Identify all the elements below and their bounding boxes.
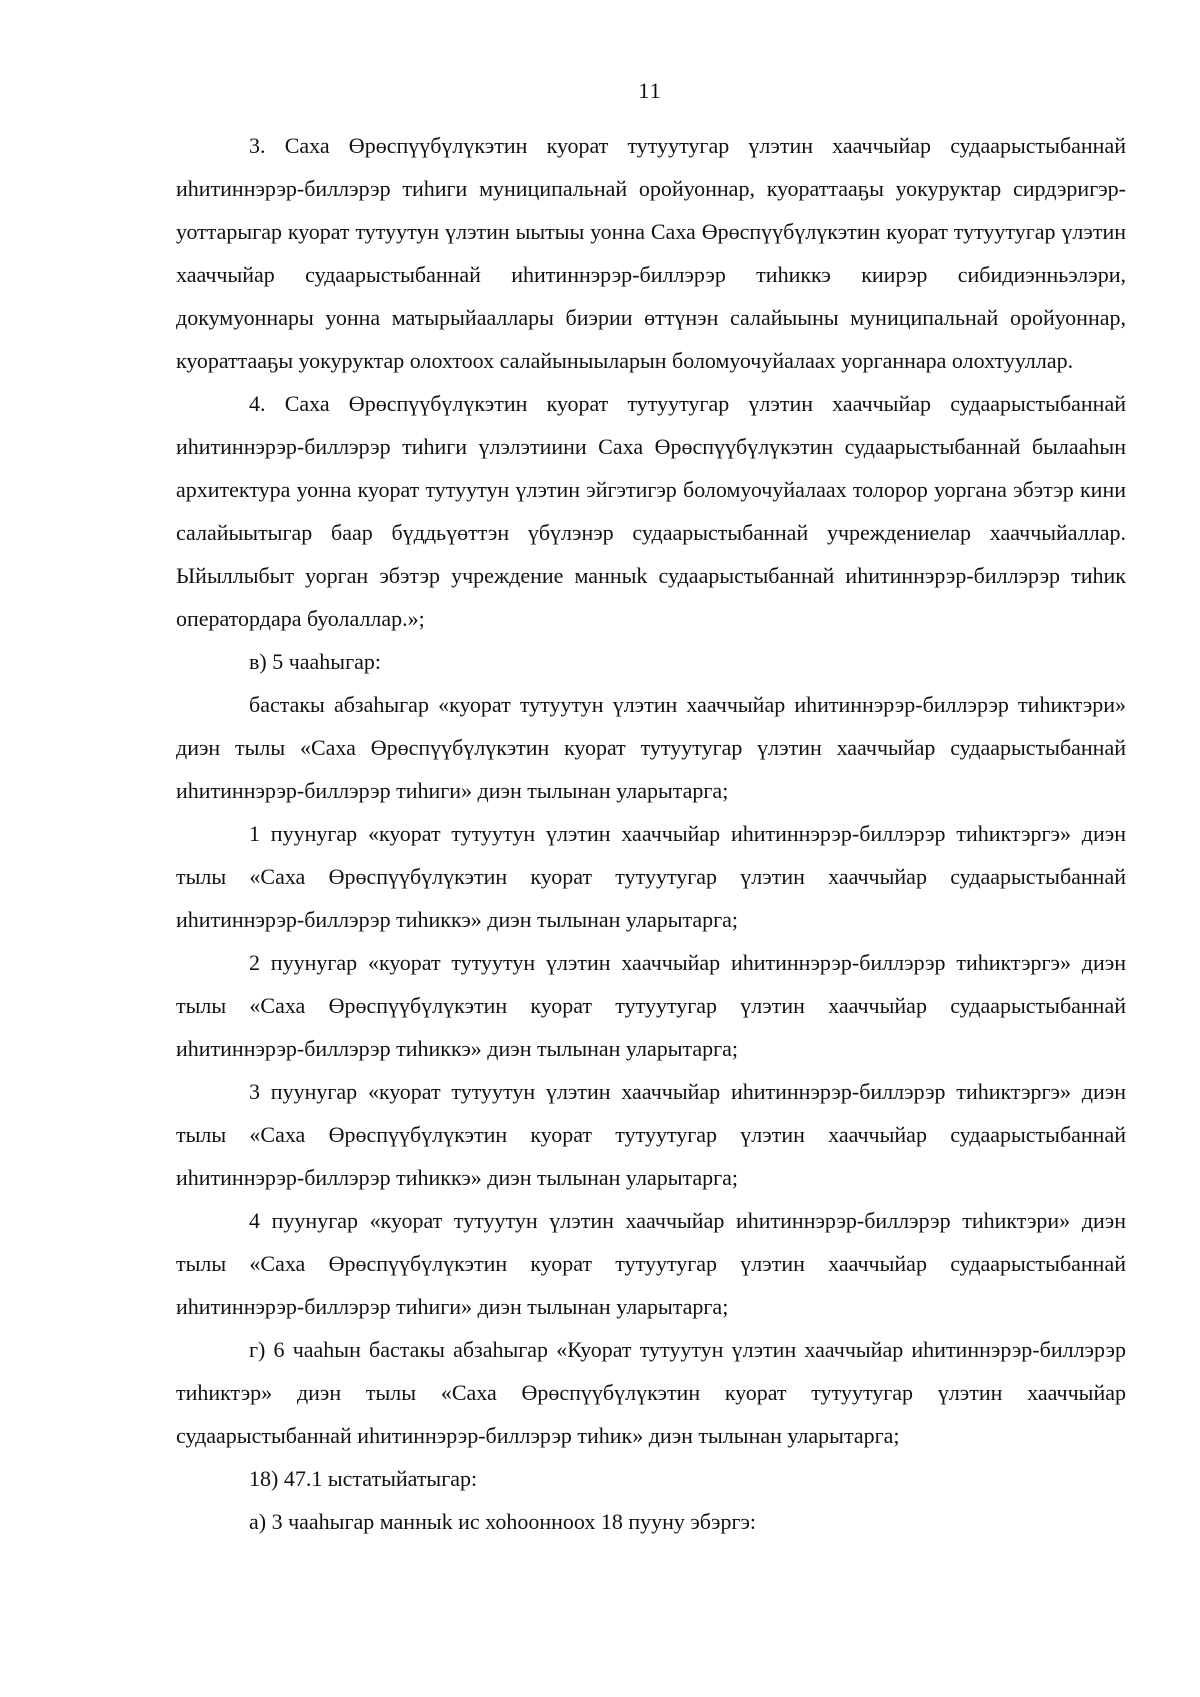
point-2-amendment: 2 пуунугар «куорат тутуутун үлэтин хааччыйар иһитиннэрэр-биллэрэр тиһиктэргэ» диэн тылы «Саха Өрөспүүбүлүкэтин куорат тутуутугар үлэтин хааччыйар судаарыстыбаннай иһитиннэрэр-биллэрэр тиһиккэ» диэн тылынан уларытарга; xyxy=(176,950,1126,1061)
item-18-article: 18) 47.1 ыстатыйатыгар: xyxy=(249,1466,478,1491)
point-3-amendment: 3 пуунугар «куорат тутуутун үлэтин хааччыйар иһитиннэрэр-биллэрэр тиһиктэргэ» диэн тылы «Саха Өрөспүүбүлүкэтин куорат тутуутугар үлэтин хааччыйар судаарыстыбаннай иһитиннэрэр-биллэрэр тиһиккэ» диэн тылынан уларытарга; xyxy=(176,1079,1126,1190)
subitem-v-part-5: в) 5 чааһыгар: xyxy=(249,649,381,674)
subitem-g-part-6: г) 6 чааһын бастакы абзаһыгар «Куорат тутуутун үлэтин хааччыйар иһитиннэрэр-биллэрэр тиһиктэр» диэн тылы «Саха Өрөспүүбүлүкэтин куорат тутуутугар үлэтин хааччыйар судаарыстыбаннай иһитиннэрэр-биллэрэр тиһик» диэн тылынан уларытарга; xyxy=(176,1337,1126,1448)
point-1-amendment: 1 пуунугар «куорат тутуутун үлэтин хааччыйар иһитиннэрэр-биллэрэр тиһиктэргэ» диэн тылы «Саха Өрөспүүбүлүкэтин куорат тутуутугар үлэтин хааччыйар судаарыстыбаннай иһитиннэрэр-биллэрэр тиһиккэ» диэн тылынан уларытарга; xyxy=(176,821,1126,932)
document-body xyxy=(176,124,1126,1543)
paragraph-item-3: 3. Саха Өрөспүүбүлүкэтин куорат тутуутугар үлэтин хааччыйар судаарыстыбаннай иһитиннэрэр-биллэрэр тиһиги муниципальнай оройуоннар, куораттааҕы уокуруктар сирдэригэр-уоттарыгар куорат тутуутун үлэтин ыытыы уонна Саха Өрөспүүбүлүкэтин куорат тутуутугар үлэтин хааччыйар судаарыстыбаннай иһитиннэрэр-биллэрэр тиһиккэ киирэр сибидиэнньэлэри, докумуоннары уонна матырыйааллары биэрии өттүнэн салайыыны муниципальнай оройуоннар, куораттааҕы уокуруктар олохтоох салайыныыларын боломуочуйалаах уорганнара олохтууллар. xyxy=(176,133,1126,373)
page-number: 11 xyxy=(638,78,662,103)
point-4-amendment: 4 пуунугар «куорат тутуутун үлэтин хааччыйар иһитиннэрэр-биллэрэр тиһиктэри» диэн тылы «Саха Өрөспүүбүлүкэтин куорат тутуутугар үлэтин хааччыйар судаарыстыбаннай иһитиннэрэр-биллэрэр тиһиги» диэн тылынан уларытарга; xyxy=(176,1208,1126,1319)
paragraph-item-4: 4. Саха Өрөспүүбүлүкэтин куорат тутуутугар үлэтин хааччыйар судаарыстыбаннай иһитиннэрэр-биллэрэр тиһиги үлэлэтиини Саха Өрөспүүбүлүкэтин судаарыстыбаннай былааһын архитектура уонна куорат тутуутун үлэтин эйгэтигэр боломуочуйалаах толорор уоргана эбэтэр кини салайыытыгар баар бүддьүөттэн үбүлэнэр судаарыстыбаннай учреждениелар хааччыйаллар. Ыйыллыбыт уорган эбэтэр учреждение манныk судаарыстыбаннай иһитиннэрэр-биллэрэр тиһик оператордара буолаллар.»; xyxy=(176,391,1126,631)
subitem-a-part-3: а) 3 чааһыгар манныk ис хоһоонноох 18 пууну эбэргэ: xyxy=(249,1509,757,1534)
first-abzats-amendment: бастакы абзаһыгар «куорат тутуутун үлэтин хааччыйар иһитиннэрэр-биллэрэр тиһиктэри» диэн тылы «Саха Өрөспүүбүлүкэтин куорат тутуутугар үлэтин хааччыйар судаарыстыбаннай иһитиннэрэр-биллэрэр тиһиги» диэн тылынан уларытарга; xyxy=(176,692,1126,803)
